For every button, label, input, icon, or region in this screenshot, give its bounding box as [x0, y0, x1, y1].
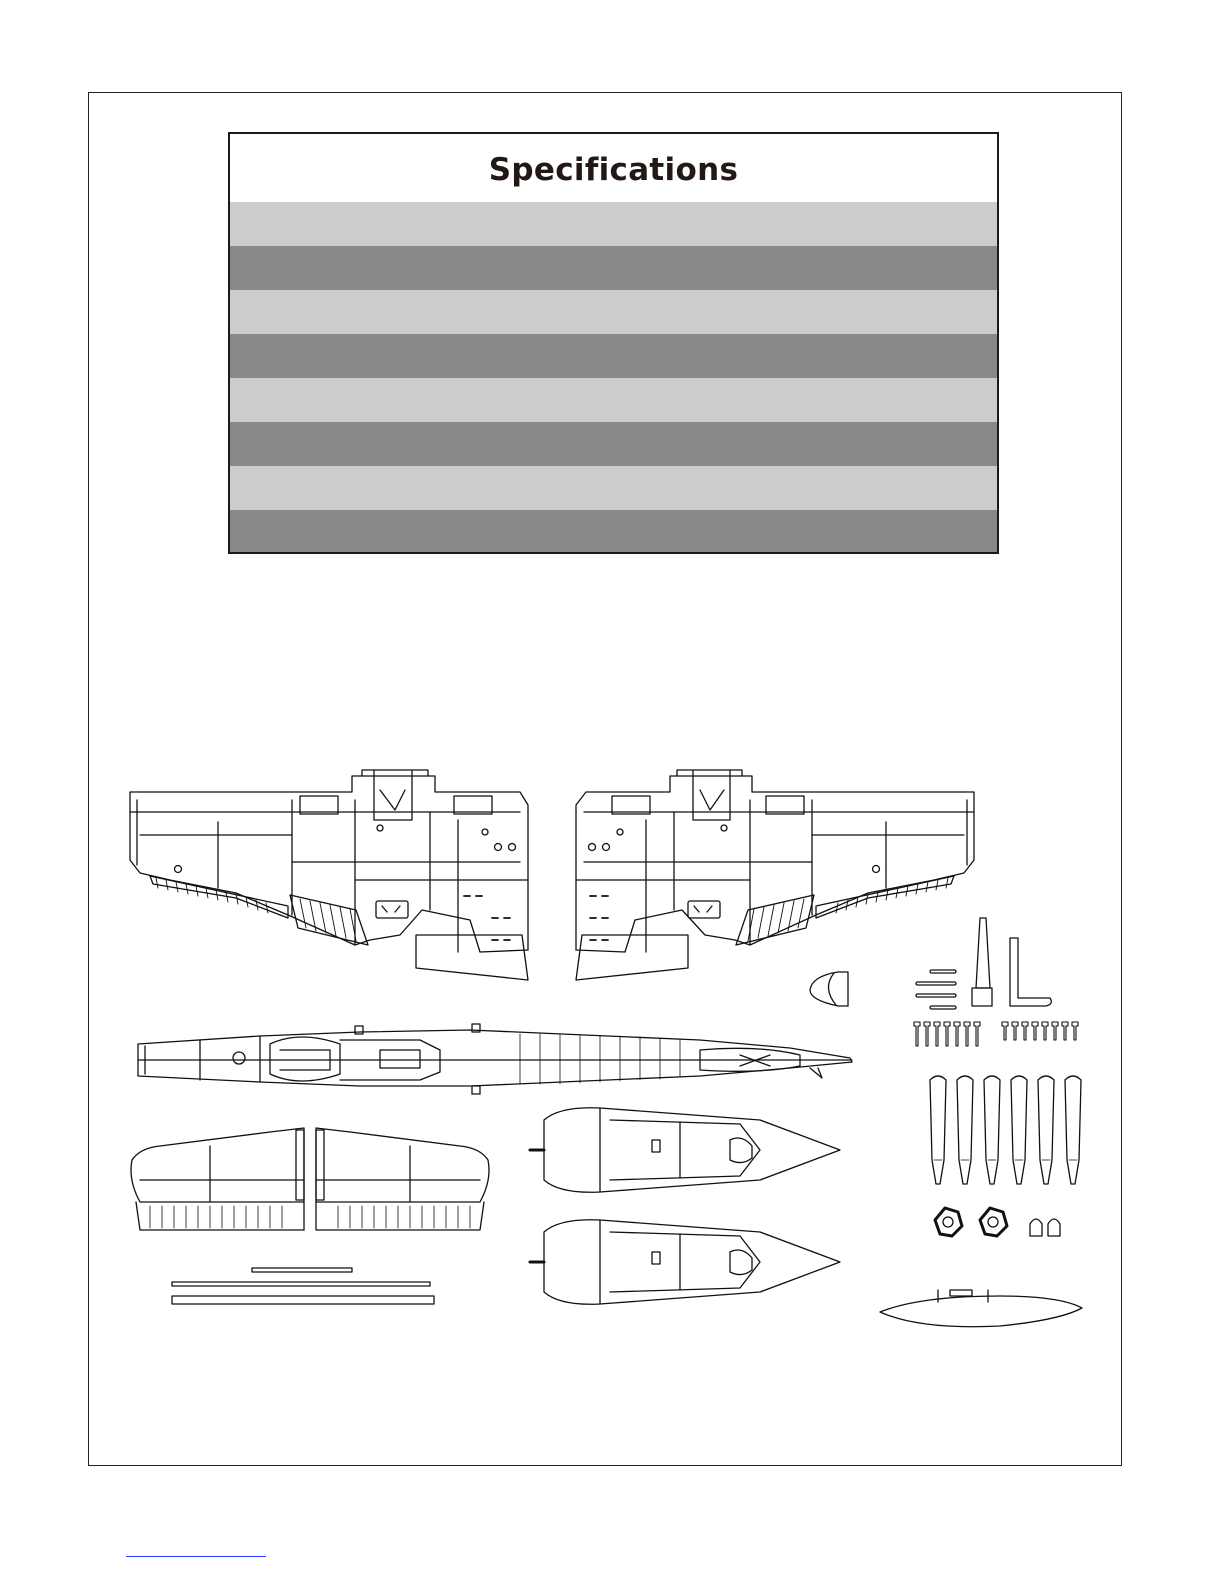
pushrod-icon [172, 1268, 434, 1304]
drop-tank-icon [880, 1290, 1082, 1327]
nacelle-icon [530, 1220, 840, 1305]
screw-icon [914, 1022, 1078, 1046]
canopy-icon [810, 972, 848, 1006]
fuselage-icon [138, 1024, 852, 1094]
propeller-blade-icon [930, 1076, 1081, 1184]
horizontal-stabilizer-icon [131, 1128, 489, 1230]
wing-right-icon [130, 770, 528, 980]
wing-left-icon [576, 770, 974, 980]
spinner-nut-icon [935, 1208, 1060, 1236]
nacelle-icon [530, 1108, 840, 1193]
footer-link-underline [126, 1556, 266, 1557]
specifications-title: Specifications [488, 152, 739, 188]
landing-gear-strut-icon [916, 918, 1051, 1009]
